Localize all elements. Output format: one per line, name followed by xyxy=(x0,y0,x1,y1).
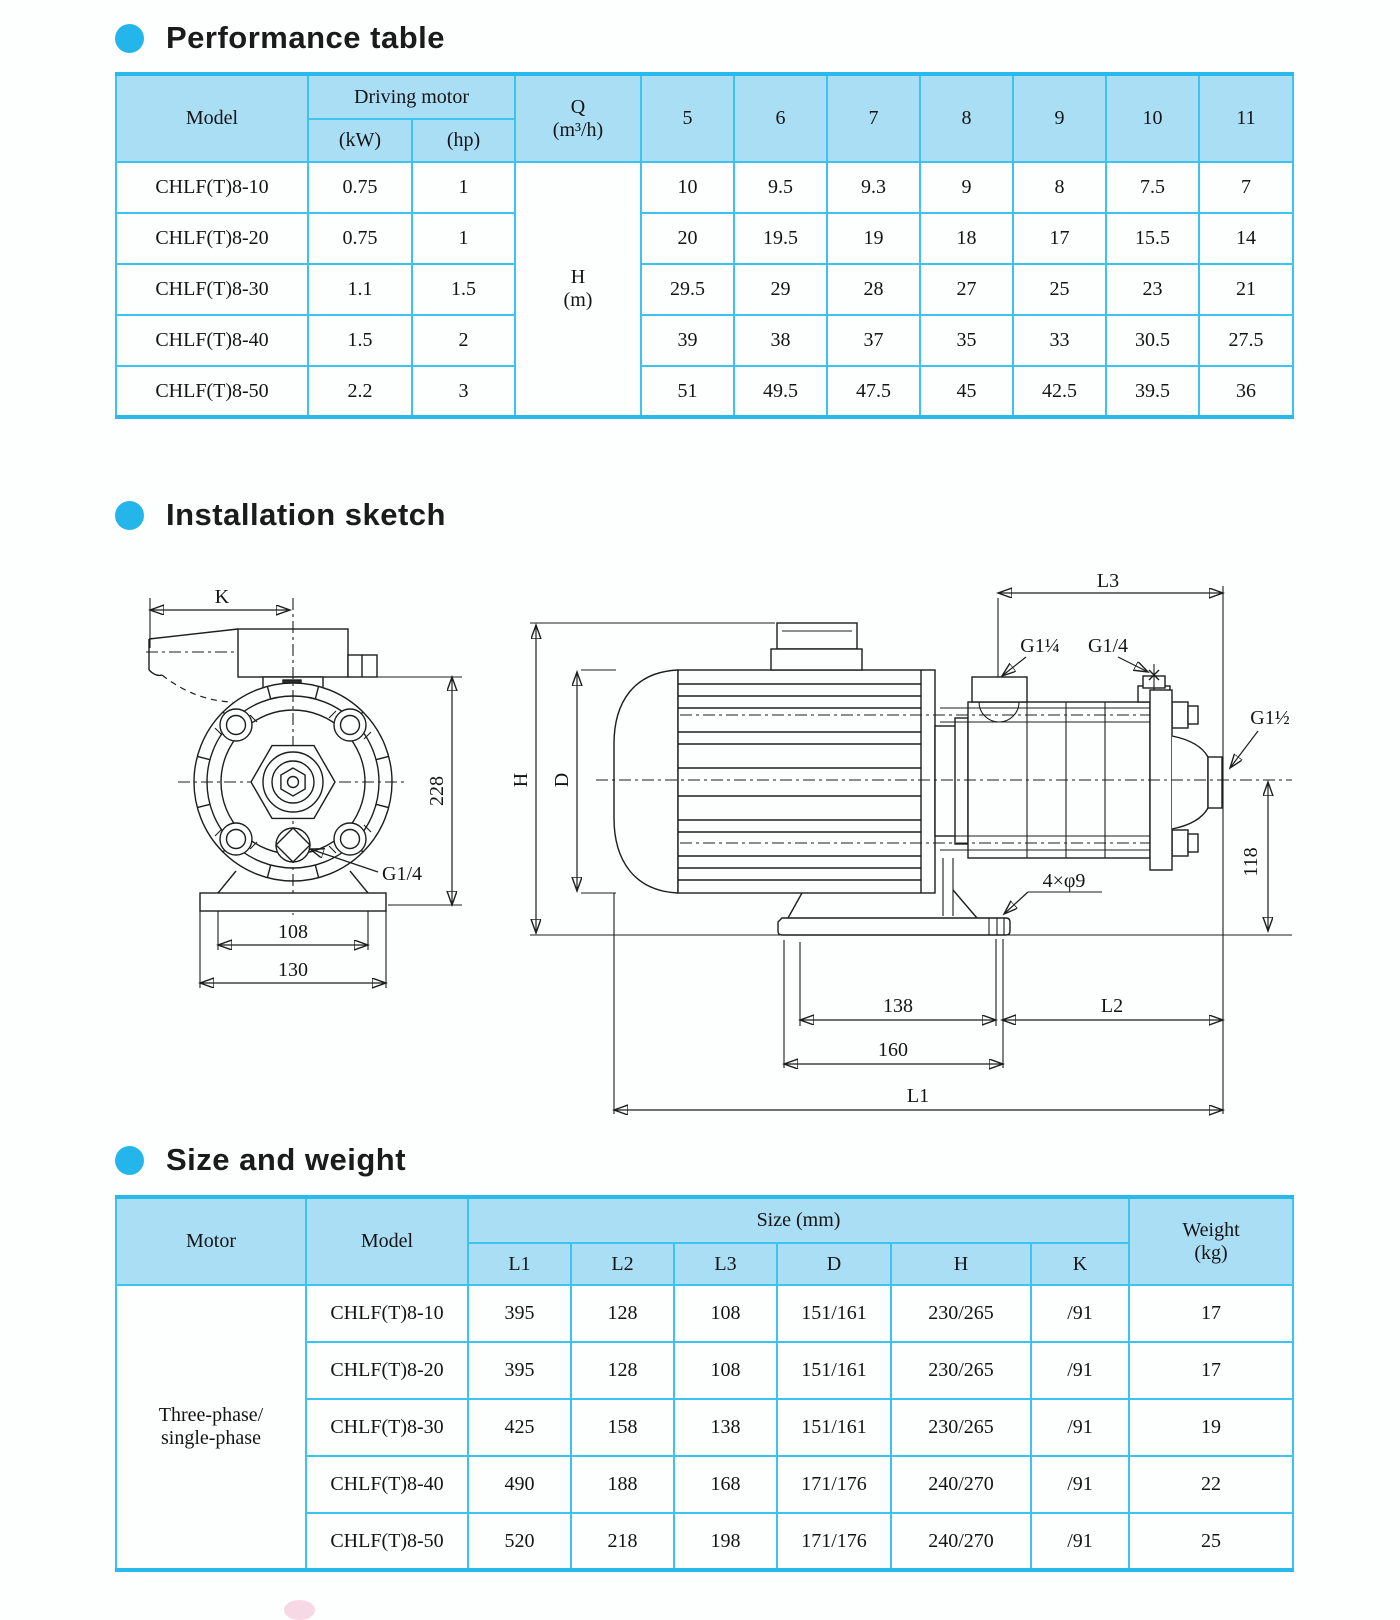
col-header-weight: Weight (kg) xyxy=(1129,1197,1293,1285)
col-header-flow-10: 10 xyxy=(1106,74,1199,162)
col-header-flow-7: 7 xyxy=(827,74,920,162)
section-title: Installation sketch xyxy=(166,497,446,532)
value-cell: 37 xyxy=(827,315,920,366)
col-header-k: K xyxy=(1031,1243,1129,1285)
bullet-icon xyxy=(115,1146,144,1175)
model-cell: CHLF(T)8-40 xyxy=(306,1456,468,1513)
value-cell: 38 xyxy=(734,315,827,366)
value-cell: 21 xyxy=(1199,264,1293,315)
dim-label-k: K xyxy=(214,586,230,608)
l2-cell: 188 xyxy=(571,1456,674,1513)
l3-cell: 108 xyxy=(674,1285,777,1342)
col-header-kw: (kW) xyxy=(308,119,412,162)
l1-cell: 395 xyxy=(468,1285,571,1342)
table-row xyxy=(116,366,1293,417)
model-cell: CHLF(T)8-40 xyxy=(116,315,308,366)
value-cell: 7.5 xyxy=(1106,162,1199,213)
col-header-size-mm: Size (mm) xyxy=(468,1197,1129,1243)
col-header-flow-9: 9 xyxy=(1013,74,1106,162)
col-header-d: D xyxy=(777,1243,891,1285)
d-cell: 171/176 xyxy=(777,1513,891,1570)
model-cell: CHLF(T)8-10 xyxy=(116,162,308,213)
value-cell: 19.5 xyxy=(734,213,827,264)
l1-cell: 490 xyxy=(468,1456,571,1513)
weight-cell: 17 xyxy=(1129,1285,1293,1342)
l2-cell: 218 xyxy=(571,1513,674,1570)
k-cell: /91 xyxy=(1031,1342,1129,1399)
h-cell: 240/270 xyxy=(891,1513,1031,1570)
col-header-l2: L2 xyxy=(571,1243,674,1285)
l2-cell: 128 xyxy=(571,1342,674,1399)
value-cell: 20 xyxy=(641,213,734,264)
value-cell: 9 xyxy=(920,162,1013,213)
value-cell: 25 xyxy=(1013,264,1106,315)
model-cell: CHLF(T)8-50 xyxy=(306,1513,468,1570)
value-cell: 39 xyxy=(641,315,734,366)
value-cell: 29 xyxy=(734,264,827,315)
section-title: Size and weight xyxy=(166,1142,407,1177)
col-header-hp: (hp) xyxy=(412,119,515,162)
dim-label-228: 228 xyxy=(426,776,448,806)
l3-cell: 198 xyxy=(674,1513,777,1570)
col-header-flow-5: 5 xyxy=(641,74,734,162)
col-header-h: H xyxy=(891,1243,1031,1285)
value-cell: 17 xyxy=(1013,213,1106,264)
col-header-flow-11: 11 xyxy=(1199,74,1293,162)
value-cell: 28 xyxy=(827,264,920,315)
dim-label-g114: G1¼ xyxy=(1020,635,1060,657)
performance-section-heading xyxy=(115,20,445,56)
kw-cell: 0.75 xyxy=(308,162,412,213)
section-title: Performance table xyxy=(166,20,445,55)
partial-bullet xyxy=(284,1600,315,1620)
front-view-drawing xyxy=(105,585,475,1005)
motor-pump-adapter xyxy=(935,718,968,844)
value-cell: 19 xyxy=(827,213,920,264)
kw-cell: 0.75 xyxy=(308,213,412,264)
dim-label-d: D xyxy=(551,772,573,788)
value-cell: 23 xyxy=(1106,264,1199,315)
l2-cell: 158 xyxy=(571,1399,674,1456)
col-header-motor: Motor xyxy=(116,1197,306,1285)
value-cell: 7 xyxy=(1199,162,1293,213)
d-cell: 151/161 xyxy=(777,1342,891,1399)
table-row xyxy=(116,264,1293,315)
dim-label-h: H xyxy=(510,772,532,788)
value-cell: 49.5 xyxy=(734,366,827,417)
dim-d xyxy=(551,670,616,893)
value-cell: 33 xyxy=(1013,315,1106,366)
table-header-row xyxy=(116,74,1293,119)
l3-cell: 108 xyxy=(674,1342,777,1399)
dim-label-118: 118 xyxy=(1240,847,1262,877)
value-cell: 45 xyxy=(920,366,1013,417)
bullet-icon xyxy=(115,24,144,53)
dim-label-4phi9: 4×φ9 xyxy=(1042,870,1086,892)
table-row xyxy=(116,162,1293,213)
value-cell: 36 xyxy=(1199,366,1293,417)
col-header-l3: L3 xyxy=(674,1243,777,1285)
pump-barrel xyxy=(968,677,1150,858)
value-cell: 47.5 xyxy=(827,366,920,417)
kw-cell: 2.2 xyxy=(308,366,412,417)
dim-108 xyxy=(218,911,368,950)
value-cell: 27.5 xyxy=(1199,315,1293,366)
dim-label-g14: G1/4 xyxy=(382,863,422,885)
table-header-row xyxy=(116,1197,1293,1243)
value-cell: 39.5 xyxy=(1106,366,1199,417)
value-cell: 8 xyxy=(1013,162,1106,213)
value-cell: 30.5 xyxy=(1106,315,1199,366)
model-cell: CHLF(T)8-50 xyxy=(116,366,308,417)
value-cell: 14 xyxy=(1199,213,1293,264)
value-cell: 29.5 xyxy=(641,264,734,315)
hp-cell: 3 xyxy=(412,366,515,417)
l1-cell: 425 xyxy=(468,1399,571,1456)
dim-label-l2: L2 xyxy=(1100,995,1124,1017)
table-row xyxy=(116,213,1293,264)
l1-cell: 520 xyxy=(468,1513,571,1570)
k-cell: /91 xyxy=(1031,1399,1129,1456)
col-header-model: Model xyxy=(116,74,308,162)
dim-118 xyxy=(1240,782,1268,931)
dim-label-l1: L1 xyxy=(906,1085,930,1107)
value-cell: 42.5 xyxy=(1013,366,1106,417)
model-cell: CHLF(T)8-30 xyxy=(116,264,308,315)
k-cell: /91 xyxy=(1031,1456,1129,1513)
side-view-drawing xyxy=(480,570,1300,1125)
model-cell: CHLF(T)8-20 xyxy=(306,1342,468,1399)
model-cell: CHLF(T)8-10 xyxy=(306,1285,468,1342)
size-weight-section-heading xyxy=(115,1142,406,1178)
value-cell: 15.5 xyxy=(1106,213,1199,264)
dim-label-160: 160 xyxy=(878,1039,908,1061)
size-weight-table xyxy=(115,1195,1294,1572)
l3-cell: 138 xyxy=(674,1399,777,1456)
weight-cell: 25 xyxy=(1129,1513,1293,1570)
d-cell: 151/161 xyxy=(777,1285,891,1342)
col-header-l1: L1 xyxy=(468,1243,571,1285)
installation-section-heading xyxy=(115,497,446,533)
weight-cell: 22 xyxy=(1129,1456,1293,1513)
table-row xyxy=(116,1285,1293,1342)
value-cell: 9.5 xyxy=(734,162,827,213)
dim-label-l3: L3 xyxy=(1096,570,1120,592)
label-mounting-holes xyxy=(1004,870,1102,914)
l1-cell: 395 xyxy=(468,1342,571,1399)
table-row xyxy=(116,315,1293,366)
value-cell: 51 xyxy=(641,366,734,417)
kw-cell: 1.5 xyxy=(308,315,412,366)
discharge-port xyxy=(1208,757,1222,808)
value-cell: 10 xyxy=(641,162,734,213)
weight-cell: 19 xyxy=(1129,1399,1293,1456)
suction-port xyxy=(972,677,1027,702)
dim-label-g112: G1½ xyxy=(1250,707,1290,729)
value-cell: 9.3 xyxy=(827,162,920,213)
weight-cell: 17 xyxy=(1129,1342,1293,1399)
l2-cell: 128 xyxy=(571,1285,674,1342)
bullet-icon xyxy=(115,501,144,530)
k-cell: /91 xyxy=(1031,1513,1129,1570)
kw-cell: 1.1 xyxy=(308,264,412,315)
performance-table xyxy=(115,72,1294,419)
h-cell: 230/265 xyxy=(891,1285,1031,1342)
dim-label-130: 130 xyxy=(278,959,308,981)
dim-label-108: 108 xyxy=(278,921,308,943)
head-unit-cell: H (m) xyxy=(515,162,641,417)
value-cell: 35 xyxy=(920,315,1013,366)
hp-cell: 1 xyxy=(412,162,515,213)
motor-body xyxy=(614,670,935,893)
h-cell: 230/265 xyxy=(891,1342,1031,1399)
label-g1-half xyxy=(1230,707,1290,768)
dim-138 xyxy=(800,939,996,1026)
value-cell: 18 xyxy=(920,213,1013,264)
hp-cell: 1 xyxy=(412,213,515,264)
d-cell: 151/161 xyxy=(777,1399,891,1456)
col-header-model: Model xyxy=(306,1197,468,1285)
model-cell: CHLF(T)8-20 xyxy=(116,213,308,264)
d-cell: 171/176 xyxy=(777,1456,891,1513)
k-cell: /91 xyxy=(1031,1285,1129,1342)
col-header-q: Q (m³/h) xyxy=(515,74,641,162)
l3-cell: 168 xyxy=(674,1456,777,1513)
h-cell: 230/265 xyxy=(891,1399,1031,1456)
model-cell: CHLF(T)8-30 xyxy=(306,1399,468,1456)
col-header-flow-6: 6 xyxy=(734,74,827,162)
value-cell: 27 xyxy=(920,264,1013,315)
motor-type-cell: Three-phase/ single-phase xyxy=(116,1285,306,1570)
terminal-box xyxy=(771,623,862,670)
col-header-flow-8: 8 xyxy=(920,74,1013,162)
hp-cell: 1.5 xyxy=(412,264,515,315)
dim-label-138: 138 xyxy=(883,995,913,1017)
hp-cell: 2 xyxy=(412,315,515,366)
label-g1-quarter xyxy=(1002,635,1060,676)
dim-label-g14: G1/4 xyxy=(1088,635,1128,657)
label-g14 xyxy=(1088,635,1148,672)
dim-l2 xyxy=(1002,995,1223,1020)
h-cell: 240/270 xyxy=(891,1456,1031,1513)
col-header-driving-motor: Driving motor xyxy=(308,74,515,119)
